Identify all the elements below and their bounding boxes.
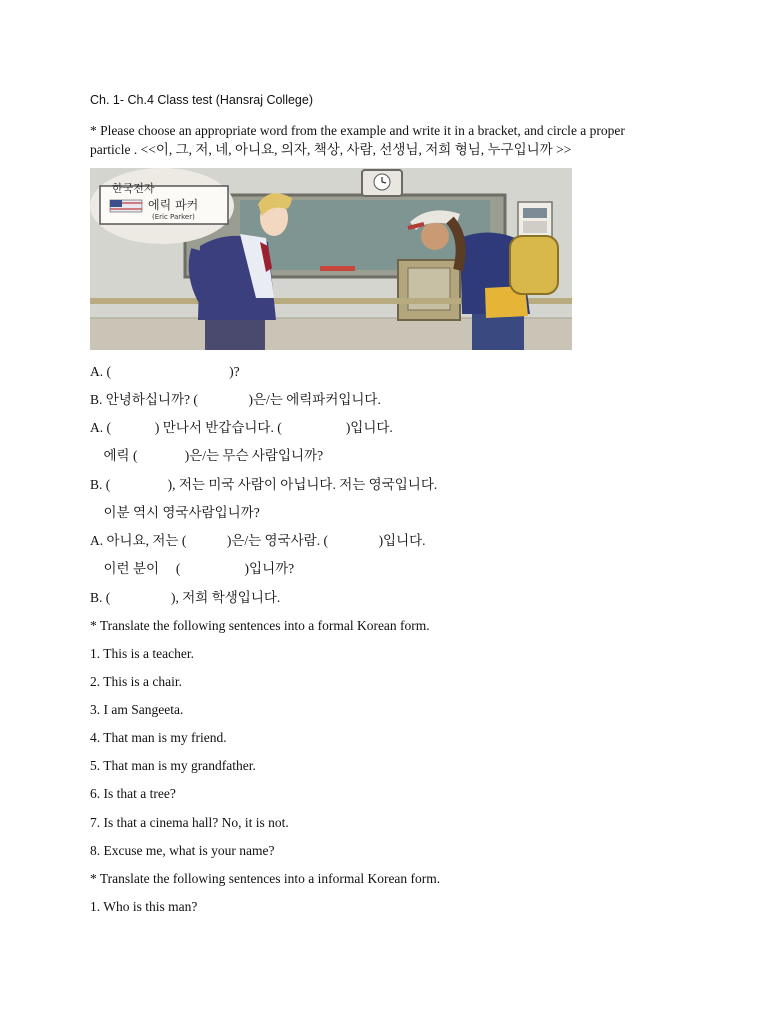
informal-item: 1. Who is this man? xyxy=(90,899,198,914)
fill-in-instruction: * Please choose an appropriate word from the example and write it in a bracket, and circle a proper particle . <<이, 그, 저, 네, 아니요, 의자, 책상, 사람, 선생님, 저희 형님, 누구입니까 >> xyxy=(90,123,625,157)
formal-item: 7. Is that a cinema hall? No, it is not. xyxy=(90,815,289,830)
formal-item: 1. This is a teacher. xyxy=(90,646,194,661)
dialogue-line: A. 아니요, 저는 ( )은/는 영국사람. ( )입니다. xyxy=(90,533,426,548)
dialogue-line: A. ( ) 만나서 반갑습니다. ( )입니다. xyxy=(90,420,393,435)
sign-company-text: 한국전자 xyxy=(112,182,155,195)
formal-item: 2. This is a chair. xyxy=(90,674,182,689)
wall-calendar xyxy=(518,202,552,238)
name-sign-bubble xyxy=(90,168,234,244)
formal-item: 8. Excuse me, what is your name? xyxy=(90,843,275,858)
dialogue-line: B. 안녕하십니까? ( )은/는 에릭파커입니다. xyxy=(90,392,381,407)
dialogue-line: 이런 분이 ( )입니까? xyxy=(90,561,295,576)
sign-name-en-text: (Eric Parker) xyxy=(152,213,195,221)
page-title: Ch. 1- Ch.4 Class test (Hansraj College) xyxy=(90,93,313,107)
formal-item: 3. I am Sangeeta. xyxy=(90,702,184,717)
informal-translation-instruction: * Translate the following sentences into a informal Korean form. xyxy=(90,871,441,886)
lectern xyxy=(398,260,460,320)
dialogue-line: 이분 역시 영국사람입니까? xyxy=(90,505,260,520)
formal-item: 5. That man is my grandfather. xyxy=(90,758,256,773)
formal-item: 6. Is that a tree? xyxy=(90,786,176,801)
dialogue-line: A. ( )? xyxy=(90,364,240,379)
sign-name-ko-text: 에릭 파커 xyxy=(148,198,199,212)
classroom-illustration xyxy=(90,168,572,350)
dialogue-line: 에릭 ( )은/는 무슨 사람입니까? xyxy=(90,448,324,463)
dialogue-line: B. ( ), 저희 학생입니다. xyxy=(90,590,281,605)
wall-clock xyxy=(362,170,402,196)
formal-translation-instruction: * Translate the following sentences into a formal Korean form. xyxy=(90,618,430,633)
formal-item: 4. That man is my friend. xyxy=(90,730,227,745)
dialogue-line: B. ( ), 저는 미국 사람이 아닙니다. 저는 영국입니다. xyxy=(90,477,438,492)
